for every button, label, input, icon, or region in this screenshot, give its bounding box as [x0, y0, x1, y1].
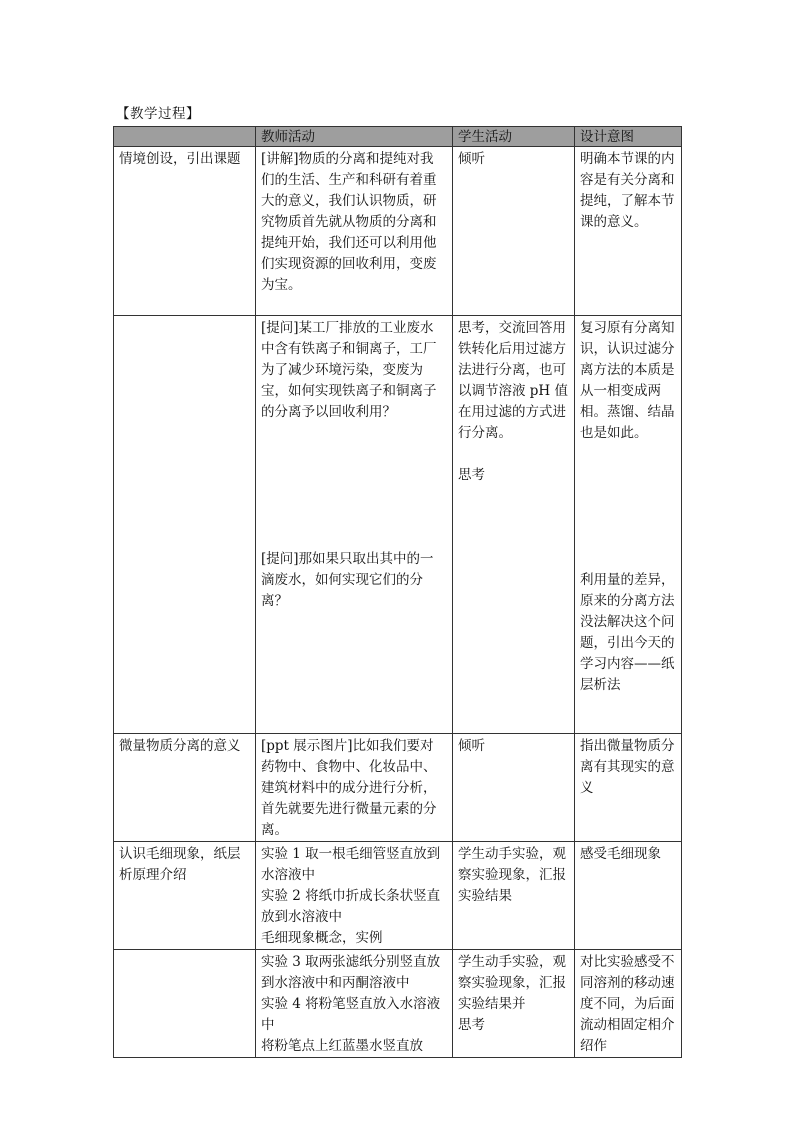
experiment-2: 实验 2 将纸巾折成长条状竖直放到水溶液中	[261, 888, 441, 925]
stage-cell: 情境创设，引出课题	[114, 147, 256, 316]
teacher-cell	[256, 950, 453, 1058]
intent-cell: 指出微量物质分离有其现实的意义	[575, 734, 682, 842]
table-row	[114, 842, 682, 950]
experiment-1: 实验 1 取一根毛细管竖直放到水溶液中	[261, 846, 441, 883]
teacher-question-2: [提问]那如果只取出其中的一滴废水，如何实现它们的分离？	[261, 551, 434, 609]
stage-cell	[114, 950, 256, 1058]
student-cell: 倾听	[453, 734, 575, 842]
table-row	[114, 147, 682, 316]
header-design-intent: 设计意图	[575, 127, 682, 147]
student-answer-1: 思考，交流回答用铁转化后用过滤方法进行分离，也可以调节溶液 pH 值在用过滤的方式进行分离。	[458, 320, 568, 441]
student-cell	[453, 950, 575, 1058]
table-row	[114, 734, 682, 842]
student-action: 学生动手实验，观察实验现象，汇报实验结果并	[458, 954, 566, 1012]
experiment-3: 实验 3 取两张滤纸分别竖直放到水溶液中和丙酮溶液中	[261, 954, 441, 991]
student-cell: 学生动手实验，观察实验现象，汇报实验结果	[453, 842, 575, 950]
intent-cell: 感受毛细现象	[575, 842, 682, 950]
header-teacher-activity: 教师活动	[256, 127, 453, 147]
teacher-cell: [讲解]物质的分离和提纯对我们的生活、生产和科研有着重大的意义，我们认识物质，研究物质首先就从物质的分离和提纯开始，我们还可以利用他们实现资源的回收利用，变废为宝。	[256, 147, 453, 316]
teacher-cell: [ppt 展示图片]比如我们要对药物中、食物中、化妆品中、建筑材料中的成分进行分析，首先就要先进行微量元素的分离。	[256, 734, 453, 842]
student-think: 思考	[458, 1017, 485, 1033]
experiment-4: 实验 4 将粉笔竖直放入水溶液中	[261, 996, 441, 1033]
section-heading: 【教学过程】	[116, 106, 200, 122]
student-answer-2: 思考	[458, 467, 485, 483]
student-cell: 倾听	[453, 147, 575, 316]
teacher-cell	[256, 842, 453, 950]
stage-cell: 微量物质分离的意义	[114, 734, 256, 842]
intent-text-1: 复习原有分离知识，认识过滤分离方法的本质是从一相变成两相。蒸馏、结晶也是如此。	[580, 320, 675, 441]
teaching-process-table	[113, 126, 682, 1058]
teacher-cell	[256, 316, 453, 734]
capillary-concept: 毛细现象概念，实例	[261, 930, 383, 946]
header-student-activity: 学生活动	[453, 127, 575, 147]
intent-cell: 明确本节课的内容是有关分离和提纯，了解本节课的意义。	[575, 147, 682, 316]
intent-cell	[575, 316, 682, 734]
stage-cell: 认识毛细现象，纸层析原理介绍	[114, 842, 256, 950]
chalk-ink-step: 将粉笔点上红蓝墨水竖直放	[261, 1038, 423, 1054]
table-row	[114, 316, 682, 734]
intent-text-2: 利用量的差异，原来的分离方法没法解决这个问题，引出今天的学习内容——纸层析法	[580, 572, 675, 693]
stage-cell	[114, 316, 256, 734]
table-header-row	[114, 127, 682, 147]
header-stage	[114, 127, 256, 147]
intent-cell: 对比实验感受不同溶剂的移动速度不同，为后面流动相固定相介绍作	[575, 950, 682, 1058]
teacher-question-1: [提问]某工厂排放的工业废水中含有铁离子和铜离子，工厂为了减少环境污染，变废为宝，如何实现铁离子和铜离子的分离予以回收利用？	[261, 320, 437, 420]
student-cell	[453, 316, 575, 734]
table-row	[114, 950, 682, 1058]
